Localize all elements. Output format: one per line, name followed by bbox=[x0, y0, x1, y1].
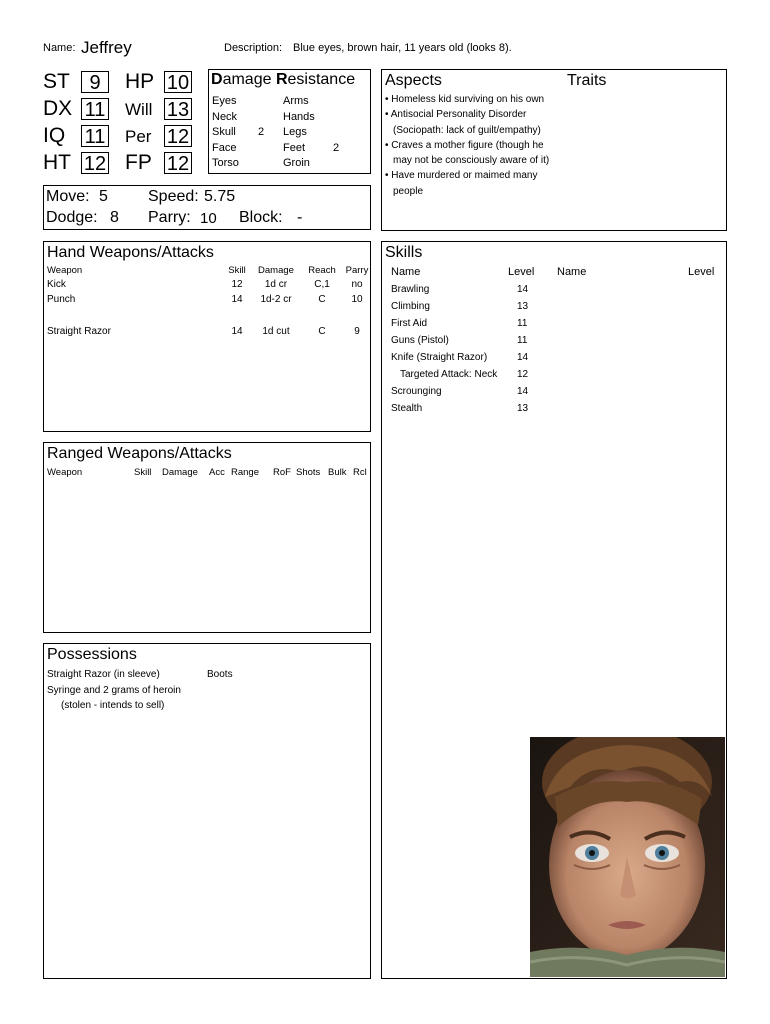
aspect-line: • Craves a mother figure (though he bbox=[385, 139, 544, 151]
weapon-reach: C bbox=[318, 294, 326, 305]
ranged-weapons-title: Ranged Weapons/Attacks bbox=[47, 445, 232, 462]
dr-row bbox=[212, 156, 282, 172]
skill-name: First Aid bbox=[391, 318, 428, 329]
skill-level: 13 bbox=[517, 301, 529, 312]
dr-location: Hands bbox=[283, 110, 315, 123]
dr-right-column bbox=[283, 94, 363, 172]
dx-value: 11 bbox=[81, 98, 109, 120]
skills-col-level-2: Level bbox=[688, 266, 715, 278]
aspect-line: • Have murdered or maimed many bbox=[385, 170, 538, 182]
skill-name: Brawling bbox=[391, 284, 430, 295]
possessions-title: Possessions bbox=[47, 646, 137, 663]
per-label: Per bbox=[125, 127, 152, 146]
hand-weapons-header bbox=[44, 265, 370, 277]
aspect-line: may not be consciously aware of it) bbox=[393, 155, 550, 167]
dr-title-d: D bbox=[211, 71, 223, 88]
speed-value: 5.75 bbox=[204, 188, 236, 205]
skill-name: Guns (Pistol) bbox=[391, 335, 449, 346]
weapon-damage: 1d cut bbox=[262, 326, 290, 337]
dr-location: Neck bbox=[212, 110, 238, 123]
skill-row bbox=[391, 386, 551, 402]
dr-location: Torso bbox=[212, 157, 239, 169]
skill-level: 14 bbox=[517, 352, 529, 363]
skills-title: Skills bbox=[385, 244, 423, 261]
skill-name: Knife (Straight Razor) bbox=[391, 352, 488, 363]
skill-level: 14 bbox=[517, 386, 529, 397]
skill-row bbox=[391, 284, 551, 300]
list-item: Boots bbox=[207, 669, 233, 680]
table-row bbox=[44, 279, 370, 293]
weapon-skill: 12 bbox=[231, 279, 243, 290]
traits-title: Traits bbox=[567, 72, 607, 89]
col-damage: Damage bbox=[162, 467, 198, 478]
name-label: Name: bbox=[43, 42, 76, 54]
possessions-right bbox=[207, 667, 233, 683]
skill-level: 12 bbox=[517, 369, 529, 380]
aspects-title: Aspects bbox=[385, 72, 442, 89]
dr-title-esistance: esistance bbox=[287, 71, 356, 88]
skill-level: 11 bbox=[517, 335, 528, 346]
list-item: (stolen - intends to sell) bbox=[61, 700, 165, 711]
col-rof: RoF bbox=[273, 467, 291, 478]
dr-title-r: R bbox=[275, 71, 288, 88]
block-label: Block: bbox=[239, 209, 283, 226]
will-value: 13 bbox=[164, 98, 192, 120]
list-item: Syringe and 2 grams of heroin bbox=[47, 684, 181, 696]
fp-value: 12 bbox=[164, 152, 192, 174]
weapon-damage: 1d-2 cr bbox=[260, 294, 292, 305]
aspects-list bbox=[385, 92, 549, 199]
dr-value: 2 bbox=[258, 126, 265, 138]
weapon-reach: C,1 bbox=[314, 279, 330, 290]
col-rcl: Rcl bbox=[353, 467, 367, 478]
skill-level: 13 bbox=[517, 403, 529, 414]
weapon-name: Straight Razor bbox=[47, 326, 111, 337]
dr-row bbox=[212, 125, 282, 141]
ranged-weapons-box bbox=[43, 442, 371, 633]
dr-location: Eyes bbox=[212, 95, 237, 107]
fp-label: FP bbox=[125, 151, 152, 174]
possessions-box bbox=[43, 643, 371, 979]
dr-row bbox=[212, 94, 282, 110]
speed-label: Speed: bbox=[148, 188, 199, 205]
weapon-skill: 14 bbox=[231, 326, 243, 337]
col-weapon: Weapon bbox=[47, 265, 83, 276]
possessions-left bbox=[47, 667, 181, 714]
damage-resistance-title bbox=[211, 71, 355, 89]
col-skill: Skill bbox=[134, 467, 152, 478]
skills-col-name-2: Name bbox=[557, 266, 587, 278]
skill-name: Climbing bbox=[391, 301, 430, 312]
dr-location: Face bbox=[212, 141, 237, 154]
col-shots: Shots bbox=[296, 467, 321, 478]
skill-level: 11 bbox=[517, 318, 528, 329]
dr-row bbox=[283, 110, 363, 126]
skill-row bbox=[391, 335, 551, 351]
st-label: ST bbox=[43, 70, 70, 93]
weapon-parry: 10 bbox=[351, 294, 363, 305]
dx-label: DX bbox=[43, 97, 73, 120]
aspects-box bbox=[381, 69, 727, 231]
dodge-value: 8 bbox=[110, 209, 119, 226]
skill-row bbox=[391, 403, 551, 419]
dr-location: Legs bbox=[283, 126, 307, 138]
move-label: Move: bbox=[46, 188, 90, 205]
table-row bbox=[44, 326, 370, 340]
dr-location: Groin bbox=[283, 157, 310, 169]
weapon-parry: no bbox=[351, 279, 363, 290]
dr-row bbox=[212, 141, 282, 157]
table-row bbox=[44, 294, 370, 308]
iq-label: IQ bbox=[43, 124, 66, 147]
dr-value: 2 bbox=[333, 141, 340, 154]
col-parry: Parry bbox=[345, 265, 369, 276]
aspect-line: • Homeless kid surviving on his own bbox=[385, 94, 545, 105]
aspect-line: (Sociopath: lack of guilt/empathy) bbox=[393, 124, 541, 136]
damage-resistance-box bbox=[208, 69, 371, 174]
skill-row bbox=[391, 352, 551, 368]
col-bulk: Bulk bbox=[328, 467, 347, 478]
movement-box bbox=[43, 185, 371, 230]
dr-location: Feet bbox=[283, 141, 306, 154]
block-value: - bbox=[297, 209, 303, 226]
parry-value: 10 bbox=[200, 210, 217, 227]
weapon-parry: 9 bbox=[354, 326, 360, 337]
hp-label: HP bbox=[125, 70, 155, 93]
skill-name: Targeted Attack: Neck bbox=[400, 369, 498, 380]
col-weapon: Weapon bbox=[47, 467, 83, 478]
ht-label: HT bbox=[43, 151, 71, 174]
skills-col-name: Name bbox=[391, 266, 421, 278]
dr-row bbox=[283, 125, 363, 141]
iq-value: 11 bbox=[81, 125, 109, 147]
ht-value: 12 bbox=[81, 152, 109, 174]
skill-row bbox=[391, 369, 551, 385]
skill-row bbox=[391, 301, 551, 317]
move-value: 5 bbox=[99, 188, 108, 205]
weapon-reach: C bbox=[318, 326, 326, 337]
skill-row bbox=[391, 318, 551, 334]
dr-row bbox=[283, 94, 363, 110]
weapon-name: Punch bbox=[47, 294, 76, 305]
skills-col-level: Level bbox=[508, 266, 535, 278]
will-label: Will bbox=[125, 100, 153, 119]
skill-level: 14 bbox=[517, 284, 529, 295]
dr-left-column bbox=[212, 94, 282, 172]
hand-weapons-title: Hand Weapons/Attacks bbox=[47, 244, 214, 261]
col-reach: Reach bbox=[308, 265, 336, 276]
aspect-line: people bbox=[393, 185, 424, 197]
list-item: Straight Razor (in sleeve) bbox=[47, 669, 160, 680]
st-value: 9 bbox=[81, 71, 109, 93]
parry-label: Parry: bbox=[148, 209, 191, 226]
character-name: Jeffrey bbox=[81, 38, 132, 57]
dr-location: Skull bbox=[212, 126, 236, 138]
dr-row bbox=[283, 141, 363, 157]
aspect-line: • Antisocial Personality Disorder bbox=[385, 109, 527, 121]
weapon-name: Kick bbox=[47, 279, 66, 290]
weapon-damage: 1d cr bbox=[264, 279, 288, 290]
dr-row bbox=[212, 110, 282, 126]
skills-box bbox=[381, 241, 727, 979]
skill-name: Scrounging bbox=[391, 386, 442, 397]
hand-weapons-box bbox=[43, 241, 371, 432]
hp-value: 10 bbox=[164, 71, 192, 93]
dr-row bbox=[283, 156, 363, 172]
dodge-label: Dodge: bbox=[46, 209, 98, 226]
weapon-skill: 14 bbox=[231, 294, 243, 305]
col-damage: Damage bbox=[258, 265, 294, 276]
character-portrait bbox=[530, 737, 725, 977]
skill-name: Stealth bbox=[391, 403, 423, 414]
per-value: 12 bbox=[164, 125, 192, 147]
col-skill: Skill bbox=[228, 265, 246, 276]
description-text: Blue eyes, brown hair, 11 years old (looks 8). bbox=[293, 42, 512, 54]
col-range: Range bbox=[231, 467, 259, 478]
description-label: Description: bbox=[224, 42, 283, 54]
dr-location: Arms bbox=[283, 95, 309, 107]
dr-title-amage: amage bbox=[222, 71, 276, 88]
ranged-weapons-header bbox=[44, 467, 370, 479]
col-acc: Acc bbox=[209, 467, 225, 478]
